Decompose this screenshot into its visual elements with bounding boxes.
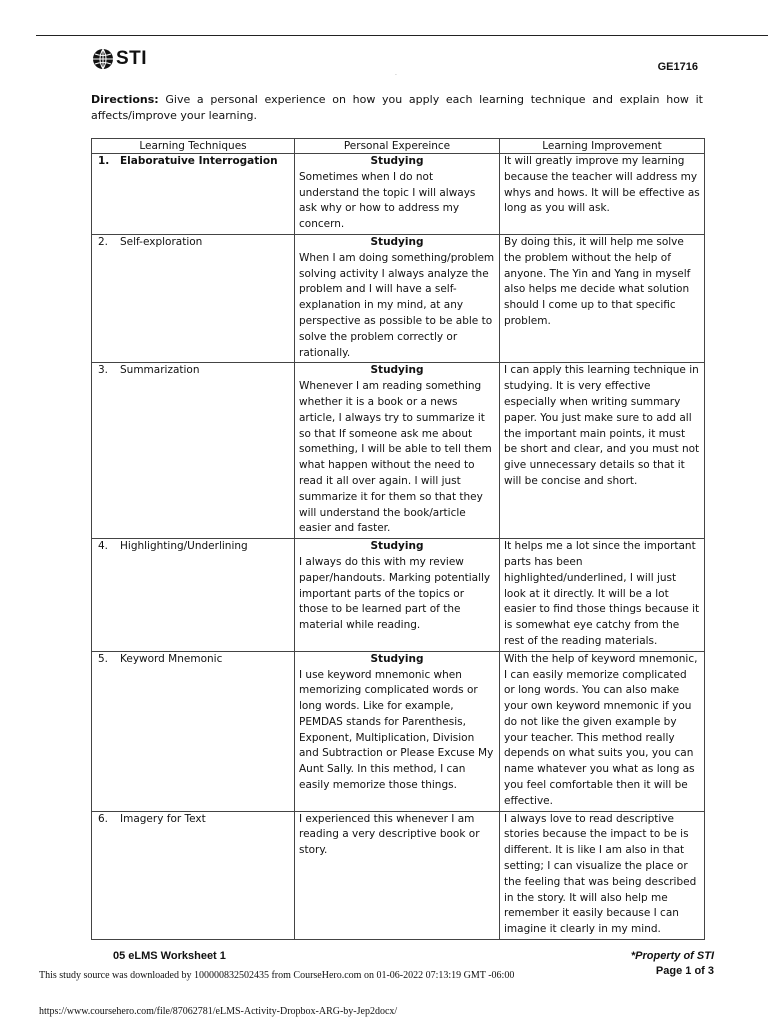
improvement-text: It will greatly improve my learning because the teacher will address my whys and hows. It will be effective as long as you will ask. bbox=[504, 155, 700, 215]
globe-icon bbox=[92, 48, 114, 70]
improvement-cell bbox=[500, 234, 705, 362]
experience-cell bbox=[295, 651, 500, 811]
top-rule bbox=[36, 35, 768, 36]
improvement-cell bbox=[500, 154, 705, 235]
experience-text: I always do this with my review paper/handouts. Marking potentially important parts of the topics or those to be learned part of the material while reading. bbox=[299, 555, 491, 632]
directions bbox=[91, 92, 703, 124]
experience-heading: Studying bbox=[370, 364, 424, 377]
experience-cell bbox=[295, 234, 500, 362]
course-code: GE1716 bbox=[657, 61, 698, 73]
technique-cell bbox=[92, 234, 295, 362]
technique-cell bbox=[92, 539, 295, 652]
experience-heading: Studying bbox=[370, 540, 424, 553]
experience-text: Whenever I am reading something whether it is a book or a news article, I always try to summarize it so that If someone ask me about something, I will be able to tell them what happen without the need to read it all over again. I will just summarize it for them so that they will understand the book/article easier and faster. bbox=[299, 380, 492, 535]
technique bbox=[96, 154, 290, 170]
experience-text: I use keyword mnemonic when memorizing complicated words or long words. Like for example, PEMDAS stands for Parenthesis, Exponent, Multiplication, Division and Subtraction or Please Excuse My Aunt Sally. In this method, I can easily memorize those things. bbox=[299, 668, 494, 792]
experience-heading: Studying bbox=[370, 652, 424, 665]
improvement-cell bbox=[500, 651, 705, 811]
header-learning-techniques: Learning Techniques bbox=[92, 139, 295, 154]
technique bbox=[96, 363, 290, 379]
source-note: This study source was downloaded by 100000832502435 from CourseHero.com on 01-06-2022 07:13:19 GMT -06:00 bbox=[39, 970, 515, 981]
directions-label: Directions: bbox=[91, 93, 159, 106]
technique-number: 4. bbox=[98, 540, 109, 553]
improvement-text: I can apply this learning technique in studying. It is very effective especially when writing summary paper. You just make sure to add all the important main points, it must be short and clear, and you must not give unnecessary details so that it will be concise and short. bbox=[504, 364, 700, 487]
table-row bbox=[92, 234, 705, 362]
improvement-cell bbox=[500, 539, 705, 652]
technique bbox=[96, 652, 290, 668]
table-row bbox=[92, 539, 705, 652]
table-row bbox=[92, 811, 705, 939]
technique-name: Self-exploration bbox=[120, 235, 203, 248]
table-row bbox=[92, 363, 705, 539]
technique-cell bbox=[92, 363, 295, 539]
technique-number: 5. bbox=[98, 652, 109, 665]
page-number: Page 1 of 3 bbox=[655, 965, 714, 977]
technique-name: Highlighting/Underlining bbox=[120, 540, 248, 553]
experience-cell bbox=[295, 363, 500, 539]
worksheet-table bbox=[91, 138, 705, 940]
technique bbox=[96, 812, 290, 828]
worksheet-title: 05 eLMS Worksheet 1 bbox=[113, 950, 226, 962]
improvement-text: I always love to read descriptive stories because the impact to be is different. It is like I am also in that setting; I can visualize the place or the feeling that was being described in the story. It will also help me remember it easily because I can imagine it clearly in my mind. bbox=[504, 812, 697, 936]
table-row bbox=[92, 154, 705, 235]
sti-logo bbox=[92, 48, 147, 70]
experience-cell bbox=[295, 154, 500, 235]
technique-number: 3. bbox=[98, 364, 109, 377]
technique-name: Keyword Mnemonic bbox=[120, 652, 223, 665]
technique-number: 2. bbox=[98, 235, 109, 248]
improvement-cell bbox=[500, 363, 705, 539]
experience-heading: Studying bbox=[370, 235, 424, 248]
experience-text: Sometimes when I do not understand the topic I will always ask why or how to address my concern. bbox=[299, 170, 476, 231]
improvement-text: By doing this, it will help me solve the problem without the help of anyone. The Yin and Yang in myself also helps me decide what solution should I come up to that specific problem. bbox=[504, 235, 691, 327]
header-personal-experience: Personal Expereince bbox=[295, 139, 500, 154]
source-url[interactable]: https://www.coursehero.com/file/87062781/eLMS-Activity-Dropbox-ARG-by-Jep2docx/ bbox=[39, 1006, 398, 1017]
table-header-row bbox=[92, 139, 705, 154]
technique-name: Imagery for Text bbox=[120, 812, 206, 825]
technique bbox=[96, 539, 290, 555]
technique-cell bbox=[92, 811, 295, 939]
table-row bbox=[92, 651, 705, 811]
improvement-text: It helps me a lot since the important parts has been highlighted/underlined, I will just look at it directly. It will be a lot easier to find those things because it is somewhat eye catchy from the rest of the reading materials. bbox=[504, 540, 700, 647]
experience-text: I experienced this whenever I am reading a very descriptive book or story. bbox=[299, 812, 480, 857]
technique-name: Summarization bbox=[120, 364, 200, 377]
experience-text: When I am doing something/problem solving activity I always analyze the problem and I will have a self-explanation in my mind, at any perspective as possible to be able to solve the problem correctly or rationally. bbox=[299, 251, 495, 359]
technique-number: 6. bbox=[98, 812, 109, 825]
technique-cell bbox=[92, 651, 295, 811]
experience-heading: Studying bbox=[370, 155, 424, 167]
directions-text: Give a personal experience on how you apply each learning technique and explain how it affects/improve your learning. bbox=[91, 93, 703, 122]
logo-text: STI bbox=[116, 48, 148, 69]
technique-cell bbox=[92, 154, 295, 235]
improvement-cell bbox=[500, 811, 705, 939]
technique-number: 1. bbox=[98, 155, 110, 167]
header-learning-improvement: Learning Improvement bbox=[500, 139, 705, 154]
experience-cell bbox=[295, 539, 500, 652]
property-note: *Property of STI bbox=[630, 950, 714, 962]
stray-dot: . bbox=[395, 70, 397, 77]
experience-cell bbox=[295, 811, 500, 939]
improvement-text: With the help of keyword mnemonic, I can easily memorize complicated or long words. You can also make your own keyword mnemonic if you do not like the given example by your teacher. This method really depends on what suits you, you can name whatever you what as long as you feel comfortable then it will be effective. bbox=[504, 652, 698, 807]
technique-name: Elaboratuive Interrogation bbox=[120, 155, 278, 167]
technique bbox=[96, 235, 290, 251]
